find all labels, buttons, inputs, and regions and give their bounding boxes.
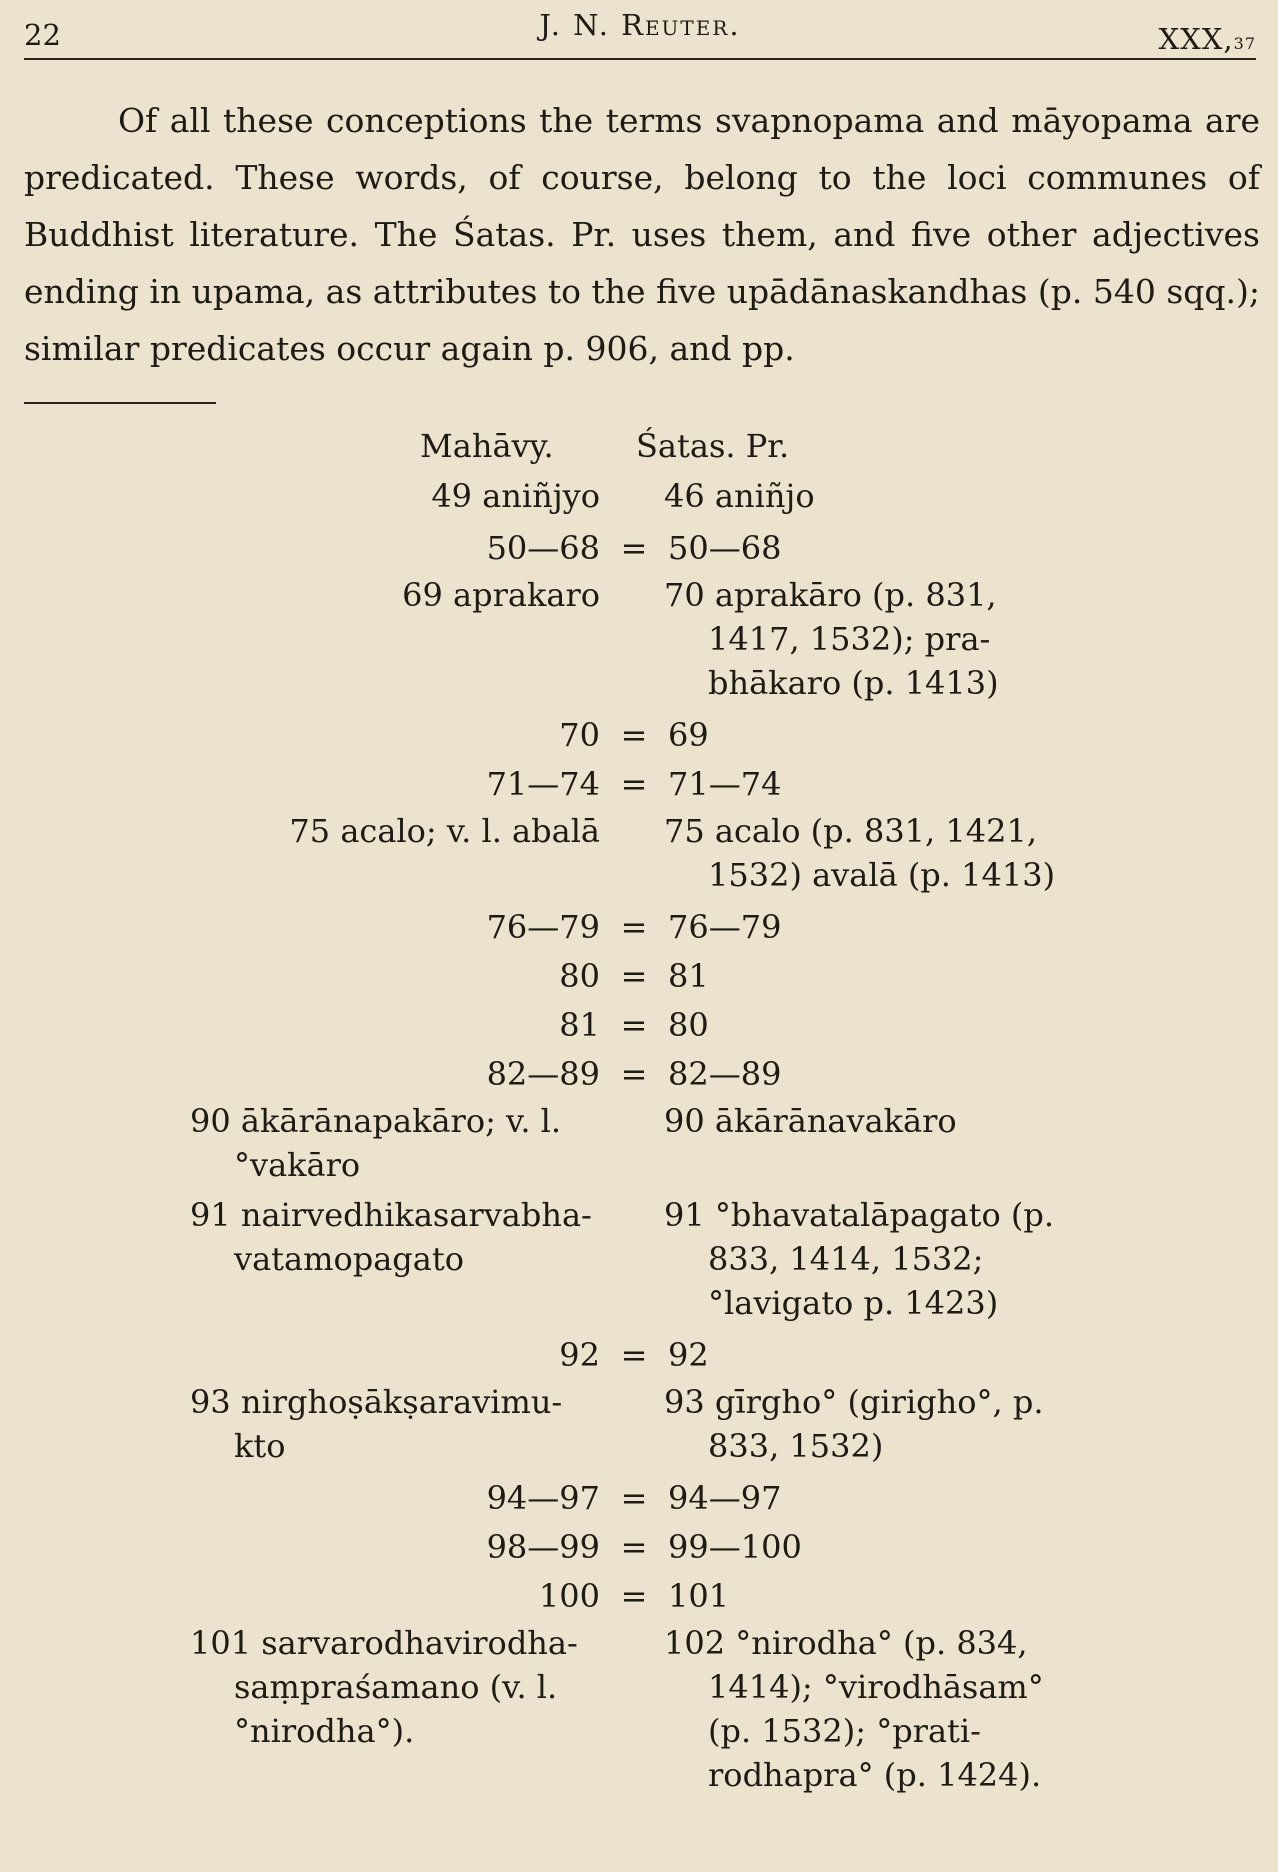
entry-line: 70 aprakāro (p. 831, bbox=[664, 576, 997, 614]
entry-line: 91 °bhavatalāpagato (p. bbox=[664, 1196, 1055, 1234]
row-left-number: 94—97 bbox=[486, 1479, 600, 1517]
paragraph-text: Of all these conceptions the terms svapnopama and māyopama are predicated. These words, of course, belong to the loci communes of Buddhist literature. The Śatas. Pr. uses them, and five other adjectives ending in upama, as attributes to the five upādānaskandhas (p. 540 sqq.); similar predicates occur again p. 906, and pp. bbox=[24, 101, 1260, 368]
equals-sign: = bbox=[620, 529, 648, 567]
row-left-number: 81 bbox=[559, 1006, 600, 1044]
row-right-entry bbox=[664, 1380, 1064, 1468]
entry-line: 1414); °virodhāsam° bbox=[708, 1668, 1044, 1706]
row-left-number: 92 bbox=[559, 1336, 600, 1374]
row-left-number: 100 bbox=[538, 1577, 600, 1615]
row-right-entry bbox=[664, 809, 1064, 897]
row-right-number: 92 bbox=[668, 1336, 709, 1374]
entry-line: (p. 1532); °prati- bbox=[708, 1712, 981, 1750]
row-right-number: 101 bbox=[668, 1577, 730, 1615]
table-row bbox=[0, 760, 1278, 809]
row-left-number: 80 bbox=[559, 957, 600, 995]
entry-line: bhākaro (p. 1413) bbox=[708, 664, 999, 702]
table-row bbox=[0, 573, 1278, 711]
series-reference bbox=[1158, 22, 1256, 56]
equals-sign: = bbox=[620, 716, 648, 754]
table-row bbox=[0, 1050, 1278, 1099]
row-left-number: 71—74 bbox=[486, 765, 600, 803]
equals-sign: = bbox=[620, 1528, 648, 1566]
equals-sign: = bbox=[620, 1006, 648, 1044]
row-left-entry bbox=[190, 474, 600, 518]
entry-line: kto bbox=[234, 1427, 286, 1465]
row-left-number: 98—99 bbox=[486, 1528, 600, 1566]
entry-line: 1417, 1532); pra- bbox=[708, 620, 991, 658]
table-row bbox=[0, 1193, 1278, 1331]
entry-line: 93 gīrgho° (girigho°, p. bbox=[664, 1383, 1044, 1421]
entry-line: vatamopagato bbox=[234, 1240, 464, 1278]
table-row bbox=[0, 903, 1278, 952]
equals-sign: = bbox=[620, 1479, 648, 1517]
row-left-entry bbox=[190, 1621, 600, 1753]
series-reference-sub: 37 bbox=[1233, 34, 1256, 53]
entry-line: 90 ākārānavakāro bbox=[664, 1102, 957, 1140]
column-header-satas: Śatas. Pr. bbox=[636, 427, 790, 465]
body-paragraph bbox=[24, 92, 1260, 377]
row-left-entry bbox=[190, 1380, 600, 1468]
table-row bbox=[0, 474, 1278, 524]
row-left-number: 82—89 bbox=[486, 1055, 600, 1093]
table-row bbox=[0, 1621, 1278, 1803]
entry-line: 69 aprakaro bbox=[402, 576, 600, 614]
entry-line: 833, 1414, 1532; bbox=[708, 1240, 984, 1278]
entry-line: rodhapra° (p. 1424). bbox=[708, 1756, 1042, 1794]
table-row bbox=[0, 952, 1278, 1001]
table-row bbox=[0, 1474, 1278, 1523]
table-row bbox=[0, 1572, 1278, 1621]
entry-line: °nirodha°). bbox=[234, 1712, 415, 1750]
equals-sign: = bbox=[620, 765, 648, 803]
row-right-entry bbox=[664, 1621, 1064, 1797]
author-heading: J. N. Reuter. bbox=[539, 8, 741, 42]
row-left-entry bbox=[190, 1099, 600, 1187]
table-row bbox=[0, 524, 1278, 573]
row-left-number: 50—68 bbox=[486, 529, 600, 567]
equals-sign: = bbox=[620, 1577, 648, 1615]
entry-line: 101 sarvarodhavirodha- bbox=[190, 1624, 578, 1662]
entry-line: 75 acalo; v. l. abalā bbox=[289, 812, 600, 850]
table-row bbox=[0, 809, 1278, 903]
concordance-table bbox=[0, 422, 1278, 1803]
entry-line: 102 °nirodha° (p. 834, bbox=[664, 1624, 1028, 1662]
entry-line: °lavigato p. 1423) bbox=[708, 1284, 999, 1322]
row-left-entry bbox=[190, 1193, 600, 1281]
entry-line: 1532) avalā (p. 1413) bbox=[708, 856, 1056, 894]
running-header bbox=[24, 8, 1256, 54]
entry-line: 93 nirghoṣākṣaravimu- bbox=[190, 1383, 563, 1421]
equals-sign: = bbox=[620, 1336, 648, 1374]
table-row bbox=[0, 1001, 1278, 1050]
table-row bbox=[0, 1523, 1278, 1572]
table-row bbox=[0, 711, 1278, 760]
page-number: 22 bbox=[24, 18, 61, 52]
row-left-number: 76—79 bbox=[486, 908, 600, 946]
row-right-entry bbox=[664, 1193, 1064, 1325]
row-right-entry bbox=[664, 573, 1064, 705]
row-left-number: 70 bbox=[559, 716, 600, 754]
row-right-number: 50—68 bbox=[668, 529, 782, 567]
series-reference-text: XXX, bbox=[1158, 22, 1234, 56]
table-row bbox=[0, 1331, 1278, 1380]
row-right-number: 94—97 bbox=[668, 1479, 782, 1517]
row-right-entry bbox=[664, 1099, 1064, 1143]
entry-line: 75 acalo (p. 831, 1421, bbox=[664, 812, 1037, 850]
row-left-entry bbox=[190, 573, 600, 617]
row-right-number: 82—89 bbox=[668, 1055, 782, 1093]
table-rows bbox=[0, 474, 1278, 1803]
entry-line: 46 aniñjo bbox=[664, 477, 815, 515]
column-header-mahavy: Mahāvy. bbox=[420, 427, 554, 465]
entry-line: 49 aniñjyo bbox=[431, 477, 600, 515]
row-right-entry bbox=[664, 474, 1064, 518]
row-right-number: 99—100 bbox=[668, 1528, 802, 1566]
table-row bbox=[0, 1099, 1278, 1193]
equals-sign: = bbox=[620, 957, 648, 995]
row-left-entry bbox=[190, 809, 600, 853]
equals-sign: = bbox=[620, 1055, 648, 1093]
row-right-number: 71—74 bbox=[668, 765, 782, 803]
table-row bbox=[0, 1380, 1278, 1474]
entry-line: °vakāro bbox=[234, 1146, 361, 1184]
table-header bbox=[0, 422, 1278, 474]
header-rule bbox=[24, 58, 1256, 60]
row-right-number: 80 bbox=[668, 1006, 709, 1044]
equals-sign: = bbox=[620, 908, 648, 946]
footnote-rule bbox=[24, 402, 216, 404]
row-right-number: 76—79 bbox=[668, 908, 782, 946]
entry-line: 90 ākārānapakāro; v. l. bbox=[190, 1102, 562, 1140]
entry-line: saṃpraśamano (v. l. bbox=[234, 1668, 558, 1706]
entry-line: 91 nairvedhikasarvabha- bbox=[190, 1196, 592, 1234]
row-right-number: 69 bbox=[668, 716, 709, 754]
row-right-number: 81 bbox=[668, 957, 709, 995]
entry-line: 833, 1532) bbox=[708, 1427, 884, 1465]
